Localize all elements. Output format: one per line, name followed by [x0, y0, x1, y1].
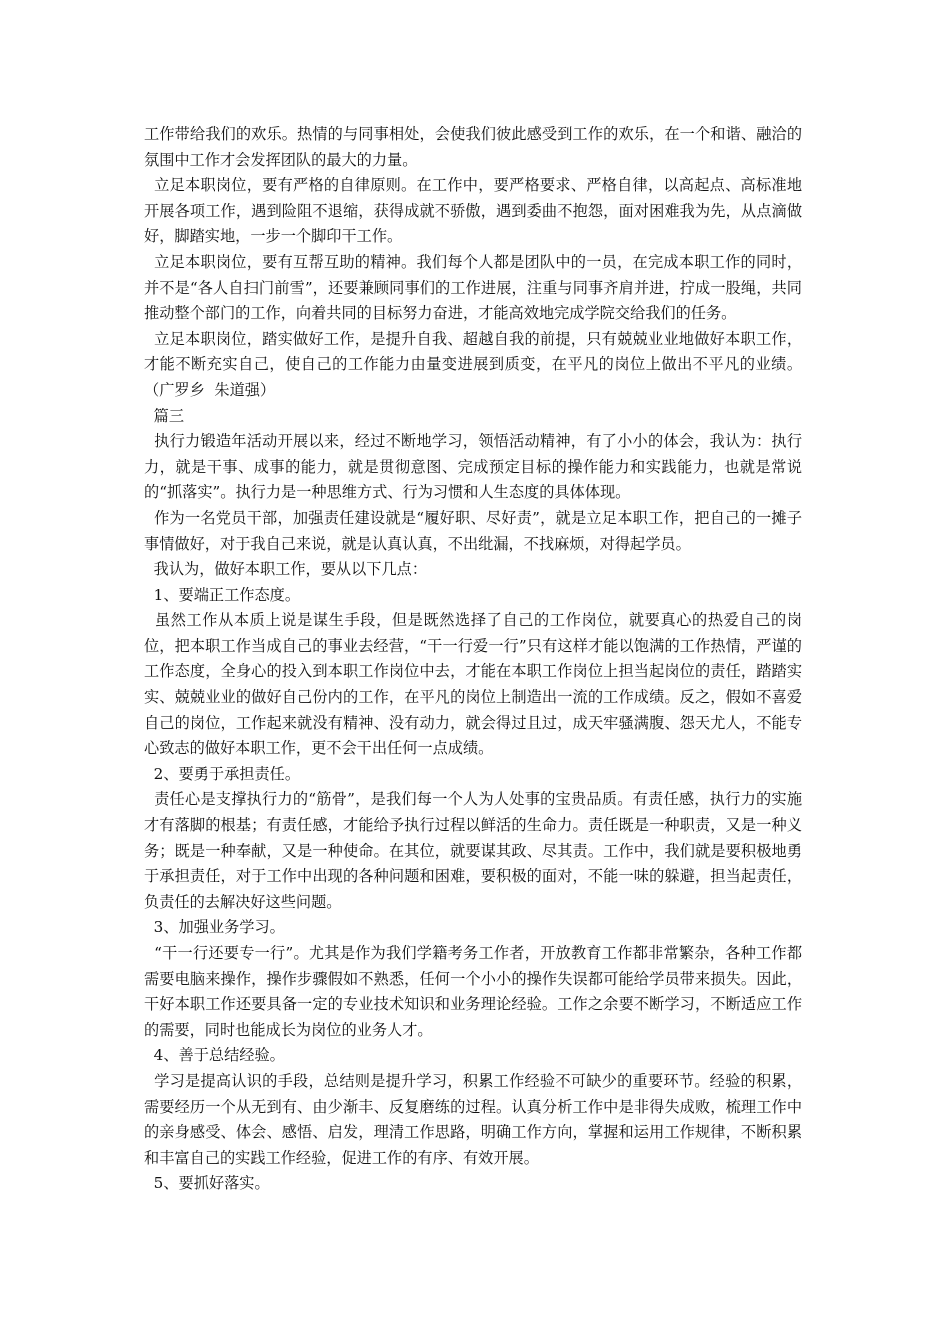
list-heading-4: 4、善于总结经验。 [144, 1046, 285, 1065]
paragraph-point-2: 责任心是支撑执行力的“筋骨”，是我们每一个人为人处事的宝贵品质。有责任感，执行力的实施才有落脚的根基；有责任感，才能给予执行过程以鲜活的生命力。责任既是一种职责，又是一种义务；既是一种奉献，又是一种使命。在其位，就要谋其政、尽其责。工作中，我们就是要积极地勇于承担责任，对于工作中出现的各种问题和困难，要积极的面对，不能一味的躲避，担当起责任，负责任的去解决好这些问题。 [144, 790, 803, 911]
paragraph-point-3: “干一行还要专一行”。尤其是作为我们学籍考务工作者，开放教育工作都非常繁杂，各种工作都需要电脑来操作，操作步骤假如不熟悉，任何一个小小的操作失误都可能给学员带来损失。因此，干好本职工作还要具备一定的专业技术知识和业务理论经验。工作之余要不断学习，不断适应工作的需要，同时也能成长为岗位的业务人才。 [144, 944, 803, 1039]
list-heading-5: 5、要抓好落实。 [144, 1174, 270, 1193]
document-page [144, 122, 802, 1197]
paragraph-execution-intro: 执行力锻造年活动开展以来，经过不断地学习，领悟活动精神，有了小小的体会，我认为：执行力，就是干事、成事的能力，就是贯彻意图、完成预定目标的操作能力和实践能力，也就是常说的“抓落实”。执行力是一种思维方式、行为习惯和人生态度的具体体现。 [144, 432, 803, 502]
paragraph-mutual-help: 立足本职岗位，要有互帮互助的精神。我们每个人都是团队中的一员，在完成本职工作的同时，并不是“各人自扫门前雪”，还要兼顾同事们的工作进展，注重与同事齐肩并进，拧成一股绳，共同推动整个部门的工作，向着共同的目标努力奋进，才能高效地完成学院交给我们的任务。 [144, 252, 803, 323]
list-heading-3: 3、加强业务学习。 [144, 918, 285, 937]
list-heading-1: 1、要端正工作态度。 [144, 585, 301, 604]
section-heading-part-three: 篇三 [144, 406, 185, 425]
paragraph-points-intro: 我认为，做好本职工作，要从以下几点： [144, 560, 428, 579]
paragraph-party-cadre: 作为一名党员干部，加强责任建设就是“履好职、尽好责”，就是立足本职工作，把自己的一摊子事情做好，对于我自己来说，就是认真认真，不出纰漏，不找麻烦，对得起学员。 [144, 508, 803, 553]
paragraph-teamwork-joy: 工作带给我们的欢乐。热情的与同事相处，会使我们彼此感受到工作的欢乐，在一个和谐、融洽的氛围中工作才会发挥团队的最大的力量。 [144, 125, 802, 169]
paragraph-point-1: 虽然工作从本质上说是谋生手段，但是既然选择了自己的工作岗位，就要真心的热爱自己的岗位，把本职工作当成自己的事业去经营，“干一行爱一行”只有这样才能以饱满的工作热情，严谨的工作态度，全身心的投入到本职工作岗位中去，才能在本职工作岗位上担当起岗位的责任，踏踏实实、兢兢业业的做好自己份内的工作，在平凡的岗位上制造出一流的工作成绩。反之，假如不喜爱自己的岗位，工作起来就没有精神、没有动力，就会得过且过，成天牢骚满腹、怨天尤人，不能专心致志的做好本职工作，更不会干出任何一点成绩。 [144, 611, 803, 758]
paragraph-point-4: 学习是提高认识的手段，总结则是提升学习，积累工作经验不可缺少的重要环节。经验的积累，需要经历一个从无到有、由少渐丰、反复磨练的过程。认真分析工作中是非得失成败，梳理工作中的亲身感受、体会、感悟、启发，理清工作思路，明确工作方向，掌握和运用工作规律，不断积累和丰富自己的实践工作经验，促进工作的有序、有效开展。 [144, 1071, 803, 1167]
paragraph-do-work-well: 立足本职岗位，踏实做好工作，是提升自我、超越自我的前提，只有兢兢业业地做好本职工作，才能不断充实自己，使自己的工作能力由量变进展到质变，在平凡的岗位上做出不平凡的业绩。（广罗乡 朱道强） [144, 329, 803, 399]
list-heading-2: 2、要勇于承担责任。 [144, 764, 301, 783]
paragraph-self-discipline: 立足本职岗位，要有严格的自律原则。在工作中，要严格要求、严格自律，以高起点、高标准地开展各项工作，遇到险阻不退缩，获得成就不骄傲，遇到委曲不抱怨，面对困难我为先，从点滴做好，脚踏实地，一步一个脚印干工作。 [144, 176, 803, 246]
